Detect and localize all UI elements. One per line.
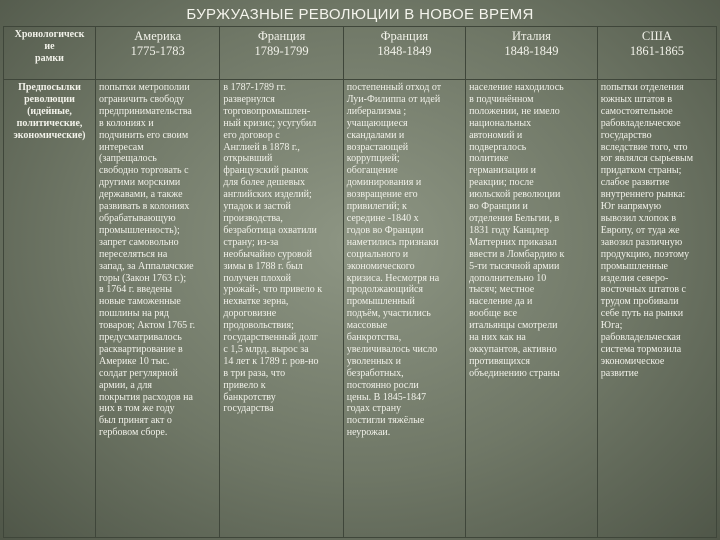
cell-text-line: запад, за Аппалачские bbox=[99, 260, 194, 272]
cell-text-line: тысяч; местное bbox=[469, 284, 535, 296]
corner-line: рамки bbox=[35, 53, 64, 64]
prerequisites-row bbox=[4, 80, 717, 538]
cell-text-line: солдат регулярной bbox=[99, 367, 178, 379]
cell-text-line: безработных, bbox=[346, 367, 404, 379]
cell-text-line: горы (Закон 1763 г.); bbox=[99, 272, 187, 284]
cell-text-line: в 1764 г. введены bbox=[99, 284, 172, 296]
cell-text-line: дороговизне bbox=[223, 308, 277, 320]
cell-text-line: 5-ти тысячной армии bbox=[469, 260, 560, 272]
cell-text-line: коррупцией; bbox=[346, 153, 400, 165]
cell-text-line: оккупантов, активно bbox=[469, 343, 557, 355]
column-years: 1775-1783 bbox=[130, 44, 185, 58]
cell-text-line: самостоятельное bbox=[600, 105, 673, 117]
cell-text-line: возрастающей bbox=[346, 141, 409, 153]
cell-text-line: свободно торговать с bbox=[99, 165, 189, 177]
cell-text-line: придатком страны; bbox=[600, 165, 682, 177]
cell-text-line: гербовом сборе. bbox=[99, 427, 168, 439]
cell-text-line: новые таможенные bbox=[99, 296, 181, 308]
cell-text-line: дополнительно 10 bbox=[469, 272, 547, 284]
column-years: 1861-1865 bbox=[629, 44, 684, 58]
cell-text-line: промышленный bbox=[346, 296, 415, 308]
cell-text-line: получен плохой bbox=[223, 272, 291, 284]
cell-text-line: ный кризис; усугубил bbox=[223, 117, 317, 129]
cell-text-line: попытки метрополии bbox=[99, 82, 190, 93]
cell-text-line: промышленность); bbox=[99, 224, 180, 236]
cell-text-line: постигли тяжёлые bbox=[346, 415, 425, 427]
cell-text-line: открывший bbox=[223, 153, 273, 165]
corner-line: Хронологическ bbox=[14, 29, 85, 40]
cell-text-line: государство bbox=[600, 129, 652, 141]
cell-text-line: население находилось bbox=[469, 82, 564, 93]
cell-text-line: продовольствия; bbox=[223, 320, 294, 332]
cell-text-line: в 1787-1789 гг. bbox=[223, 82, 287, 93]
cell-text-line: другими морскими bbox=[99, 177, 181, 189]
cell-text-line: массовые bbox=[346, 320, 388, 332]
column-country: Италия bbox=[511, 29, 551, 43]
cell-text-line: его договор с bbox=[223, 129, 280, 141]
cell-text-line: 1831 году Канцлер bbox=[469, 224, 549, 236]
cell-text-line: изделия северо- bbox=[600, 272, 669, 284]
cell-text-line: вывозил хлопок в bbox=[600, 212, 677, 224]
cell-text-line: во Франции и bbox=[469, 201, 528, 213]
cell-text-line: привилегий; к bbox=[346, 201, 407, 213]
cell-text-line: экономического bbox=[346, 260, 415, 272]
cell-text-line: Европу, от туда же bbox=[600, 224, 680, 236]
cell-text-line: восточных штатов с bbox=[600, 284, 686, 296]
cell-text-line: противящихся bbox=[469, 355, 531, 367]
cell-text-line: Англией в 1878 г., bbox=[223, 141, 300, 153]
cell-text-line: либерализма ; bbox=[346, 105, 407, 117]
cell-text-line: в колониях и bbox=[99, 117, 154, 129]
cell-text-line: в три раза, что bbox=[223, 367, 286, 379]
cell-text-line: упадок и застой bbox=[223, 201, 291, 213]
cell-text-line: уволенных и bbox=[346, 355, 401, 367]
cell-text-line: неурожаи. bbox=[346, 427, 391, 439]
column-years: 1848-1849 bbox=[377, 44, 432, 58]
cell-america bbox=[96, 80, 220, 538]
cell-text-line: необычайно суровой bbox=[223, 248, 312, 260]
cell-text-line: был принят акт о bbox=[99, 415, 172, 427]
cell-text-line: рабовладельческое bbox=[600, 117, 681, 129]
cell-text-line: безработица охватили bbox=[223, 224, 317, 236]
cell-text-line: в подчинённом bbox=[469, 93, 534, 105]
cell-text-line: учащающиеся bbox=[346, 117, 408, 129]
cell-text-line: французский рынок bbox=[223, 165, 309, 177]
cell-text-line: социального и bbox=[346, 248, 409, 260]
cell-text-line: Юга; bbox=[600, 320, 623, 332]
cell-text-line: положении, не имело bbox=[469, 105, 560, 117]
cell-text-line: английских изделий; bbox=[223, 189, 312, 201]
column-header-france-1848 bbox=[343, 27, 465, 80]
cell-text-line: увеличивалось число bbox=[346, 343, 438, 355]
cell-text-line: ввести в Ломбардию к bbox=[469, 248, 565, 260]
cell-text-line: постоянно росли bbox=[346, 379, 419, 391]
cell-text-line: товаров; Актом 1765 г. bbox=[99, 320, 196, 332]
cell-france-1848 bbox=[343, 80, 465, 538]
cell-text-line: население да и bbox=[469, 296, 533, 308]
cell-text-line: государства bbox=[223, 403, 274, 415]
cell-text-line: подъём, участились bbox=[346, 308, 431, 320]
cell-text-line: переселяться на bbox=[99, 248, 168, 260]
row-header-line: политические, bbox=[16, 118, 83, 129]
cell-text-line: Юг напрямую bbox=[600, 201, 662, 213]
column-country: Франция bbox=[380, 29, 429, 43]
cell-text-line: Луи-Филиппа от идей bbox=[346, 93, 441, 105]
cell-text-line: развитие bbox=[600, 367, 639, 379]
cell-text-line: годах страну bbox=[346, 403, 402, 415]
cell-text-line: кризиса. Несмотря на bbox=[346, 272, 440, 284]
cell-text-line: германизации и bbox=[469, 165, 537, 177]
column-header-italy bbox=[466, 27, 598, 80]
row-header-line: революции bbox=[24, 94, 75, 105]
cell-text-line: южных штатов в bbox=[600, 93, 673, 105]
cell-text-line: себе путь на рынки bbox=[600, 308, 684, 320]
cell-text-line: годов во Франции bbox=[346, 224, 424, 236]
cell-text-line: подчинить его своим bbox=[99, 129, 189, 141]
slide-title: БУРЖУАЗНЫЕ РЕВОЛЮЦИИ В НОВОЕ ВРЕМЯ bbox=[186, 6, 534, 23]
cell-text-line: экономическое bbox=[600, 355, 665, 367]
column-years: 1848-1849 bbox=[504, 44, 559, 58]
cell-usa bbox=[597, 80, 716, 538]
cell-text-line: Маттерних приказал bbox=[469, 236, 557, 248]
cell-text-line: привело к bbox=[223, 379, 266, 391]
column-header-america bbox=[96, 27, 220, 80]
column-country: Франция bbox=[257, 29, 306, 43]
cell-text-line: урожай-, что привело к bbox=[223, 284, 323, 296]
cell-text-line: ограничить свободу bbox=[99, 93, 185, 105]
cell-text-line: интересам bbox=[99, 141, 144, 153]
cell-text-line: для более дешевых bbox=[223, 177, 306, 189]
cell-text-line: предпринимательства bbox=[99, 105, 192, 117]
row-header-line: Предпосылки bbox=[18, 82, 81, 93]
cell-text-line: продолжающийся bbox=[346, 284, 424, 296]
cell-text-line: пошлины на ряд bbox=[99, 308, 169, 320]
corner-header bbox=[4, 27, 96, 80]
row-header-line: экономические) bbox=[13, 130, 86, 141]
cell-text-line: 14 лет к 1789 г. ров-но bbox=[223, 355, 319, 367]
header-row bbox=[4, 27, 717, 80]
cell-text-line: доминирования и bbox=[346, 177, 422, 189]
cell-text-line: банкротству bbox=[223, 391, 276, 403]
cell-text-line: с 1,5 млрд. вырос за bbox=[223, 343, 309, 355]
revolutions-table bbox=[3, 26, 717, 538]
cell-text-line: наметились признаки bbox=[346, 236, 439, 248]
cell-text-line: скандалами и bbox=[346, 129, 405, 141]
cell-text-line: вообще все bbox=[469, 308, 518, 320]
cell-text-line: завозил различную bbox=[600, 236, 683, 248]
cell-text-line: Америке 10 тыс. bbox=[99, 355, 170, 367]
cell-italy bbox=[466, 80, 598, 538]
cell-text-line: зимы в 1788 г. был bbox=[223, 260, 303, 272]
cell-text-line: государственный долг bbox=[223, 332, 318, 344]
cell-text-line: слабое развитие bbox=[600, 177, 670, 189]
cell-text-line: цены. В 1845-1847 bbox=[346, 391, 427, 403]
cell-text-line: предусматривалось bbox=[99, 332, 182, 344]
cell-text-line: обогащение bbox=[346, 165, 398, 177]
column-header-france-1789 bbox=[220, 27, 343, 80]
column-header-usa bbox=[597, 27, 716, 80]
corner-line: ие bbox=[44, 41, 55, 52]
cell-text-line: объединению страны bbox=[469, 367, 560, 379]
column-years: 1789-1799 bbox=[254, 44, 309, 58]
cell-text-line: развивать в колониях bbox=[99, 201, 190, 213]
cell-text-line: попытки отделения bbox=[600, 82, 684, 93]
cell-text-line: (запрещалось bbox=[99, 153, 157, 165]
cell-text-line: банкротства, bbox=[346, 332, 402, 344]
cell-text-line: страну; из-за bbox=[223, 236, 279, 248]
cell-text-line: система тормозила bbox=[600, 343, 682, 355]
cell-text-line: отделения Бельгии, в bbox=[469, 212, 560, 224]
cell-france-1789 bbox=[220, 80, 343, 538]
cell-text-line: производства, bbox=[223, 212, 283, 224]
cell-text-line: внутреннего рынка: bbox=[600, 189, 686, 201]
cell-text-line: расквартирование в bbox=[99, 343, 183, 355]
cell-text-line: запрет самовольно bbox=[99, 236, 179, 248]
cell-text-line: национальных bbox=[469, 117, 532, 129]
cell-text-line: реакции; после bbox=[469, 177, 534, 189]
row-header-prerequisites bbox=[4, 80, 96, 538]
cell-text-line: середине -1840 х bbox=[346, 212, 419, 224]
cell-text-line: юг являлся сырьевым bbox=[600, 153, 694, 165]
row-header-line: (идейные, bbox=[27, 106, 72, 117]
column-country: Америка bbox=[134, 29, 182, 43]
cell-text-line: автономий и bbox=[469, 129, 523, 141]
cell-text-line: армии, а для bbox=[99, 379, 152, 391]
cell-text-line: постепенный отход от bbox=[346, 82, 442, 93]
cell-text-line: возвращение его bbox=[346, 189, 418, 201]
cell-text-line: подвергалось bbox=[469, 141, 527, 153]
cell-text-line: промышленные bbox=[600, 260, 668, 272]
cell-text-line: продукцию, поэтому bbox=[600, 248, 690, 260]
cell-text-line: обрабатывающую bbox=[99, 212, 176, 224]
cell-text-line: на них как на bbox=[469, 332, 526, 344]
cell-text-line: развернулся bbox=[223, 93, 275, 105]
cell-text-line: них в том же году bbox=[99, 403, 175, 415]
cell-text-line: июльской революции bbox=[469, 189, 561, 201]
cell-text-line: итальянцы смотрели bbox=[469, 320, 558, 332]
cell-text-line: державами, а также bbox=[99, 189, 183, 201]
cell-text-line: нехватке зерна, bbox=[223, 296, 289, 308]
cell-text-line: политике bbox=[469, 153, 509, 165]
cell-text-line: вследствие того, что bbox=[600, 141, 688, 153]
cell-text-line: покрытия расходов на bbox=[99, 391, 193, 403]
cell-text-line: трудом пробивали bbox=[600, 296, 679, 308]
cell-text-line: торговопромышлен- bbox=[223, 105, 311, 117]
cell-text-line: рабовладельческая bbox=[600, 332, 681, 344]
column-country: США bbox=[641, 29, 672, 43]
